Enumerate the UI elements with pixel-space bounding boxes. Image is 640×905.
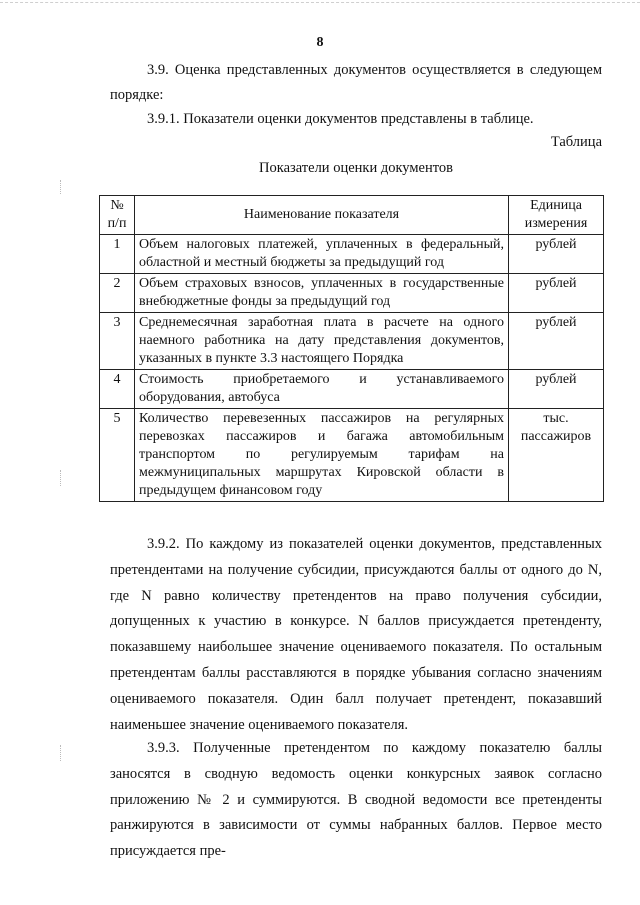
table-row bbox=[100, 313, 604, 370]
row-indicator: Объем налоговых платежей, уплаченных в федеральный, областной и местный бюджеты за предыдущий год bbox=[135, 235, 509, 274]
scan-margin-mark bbox=[60, 180, 67, 194]
table-row bbox=[100, 235, 604, 274]
table-row bbox=[100, 274, 604, 313]
header-unit-line2: измерения bbox=[524, 216, 588, 231]
row-number: 2 bbox=[100, 274, 135, 313]
header-number-line1: № bbox=[110, 198, 124, 213]
table-label: Таблица bbox=[550, 134, 602, 150]
scan-margin-mark bbox=[60, 470, 67, 486]
paragraph-3-9-1: 3.9.1. Показатели оценки документов представлены в таблице. bbox=[147, 111, 534, 127]
row-unit-line2: пассажиров bbox=[520, 429, 592, 444]
header-indicator-name: Наименование показателя bbox=[135, 196, 509, 235]
row-unit-line1: рублей bbox=[535, 315, 577, 330]
row-unit bbox=[509, 313, 604, 370]
row-number: 1 bbox=[100, 235, 135, 274]
header-number-line2: п/п bbox=[107, 216, 127, 231]
row-indicator: Стоимость приобретаемого и устанавливаемого оборудования, автобуса bbox=[135, 370, 509, 409]
row-unit bbox=[509, 274, 604, 313]
row-unit bbox=[509, 235, 604, 274]
row-unit bbox=[509, 370, 604, 409]
row-number: 4 bbox=[100, 370, 135, 409]
page-number: 8 bbox=[316, 35, 324, 50]
header-unit bbox=[509, 196, 604, 235]
row-number: 5 bbox=[100, 409, 135, 502]
row-unit-line1: рублей bbox=[535, 372, 577, 387]
table-title: Показатели оценки документов bbox=[259, 160, 453, 176]
table-row bbox=[100, 370, 604, 409]
row-indicator: Среднемесячная заработная плата в расчете на одного наемного работника на дату представления документов, указанных в пункте 3.3 настоящего Порядка bbox=[135, 313, 509, 370]
table-row bbox=[100, 409, 604, 502]
indicators-table bbox=[99, 195, 604, 502]
paragraph-3-9-3: 3.9.3. Полученные претендентом по каждому показателю баллы заносятся в сводную ведомость оценки конкурсных заявок согласно приложению № 2 и суммируются. В сводной ведомости все претенденты ранжируются в зависимости от суммы набранных баллов. Первое место присуждается пре- bbox=[110, 740, 602, 860]
header-number bbox=[100, 196, 135, 235]
header-unit-line1: Единица bbox=[530, 198, 582, 213]
row-unit bbox=[509, 409, 604, 502]
row-unit-line1: рублей bbox=[535, 237, 577, 252]
scan-margin-mark bbox=[60, 745, 67, 761]
row-unit-line1: рублей bbox=[535, 276, 577, 291]
row-unit-line1: тыс. bbox=[543, 411, 569, 426]
paragraph-3-9-2: 3.9.2. По каждому из показателей оценки документов, представленных претендентами на получение субсидии, присуждаются баллы от одного до N, где N равно количеству претендентов на право получения субсидии, допущенных к участию в конкурсе. N баллов присуждается претенденту, показавшему наибольшее значение оцениваемого показателя. По остальным претендентам баллы расставляются в порядке убывания согласно значениям оцениваемого показателя. Один балл получает претендент, показавший наименьшее значение оцениваемого показателя. bbox=[110, 536, 602, 733]
scan-top-edge bbox=[0, 2, 640, 3]
paragraph-3-9: 3.9. Оценка представленных документов осуществляется в следующем порядке: bbox=[110, 62, 602, 103]
table-header-row bbox=[100, 196, 604, 235]
row-indicator: Объем страховых взносов, уплаченных в государственные внебюджетные фонды за предыдущий год bbox=[135, 274, 509, 313]
row-indicator: Количество перевезенных пассажиров на регулярных перевозках пассажиров и багажа автомобильным транспортом по регулируемым тарифам на межмуниципальных маршрутах Кировской области в предыдущем финансовом году bbox=[135, 409, 509, 502]
row-number: 3 bbox=[100, 313, 135, 370]
